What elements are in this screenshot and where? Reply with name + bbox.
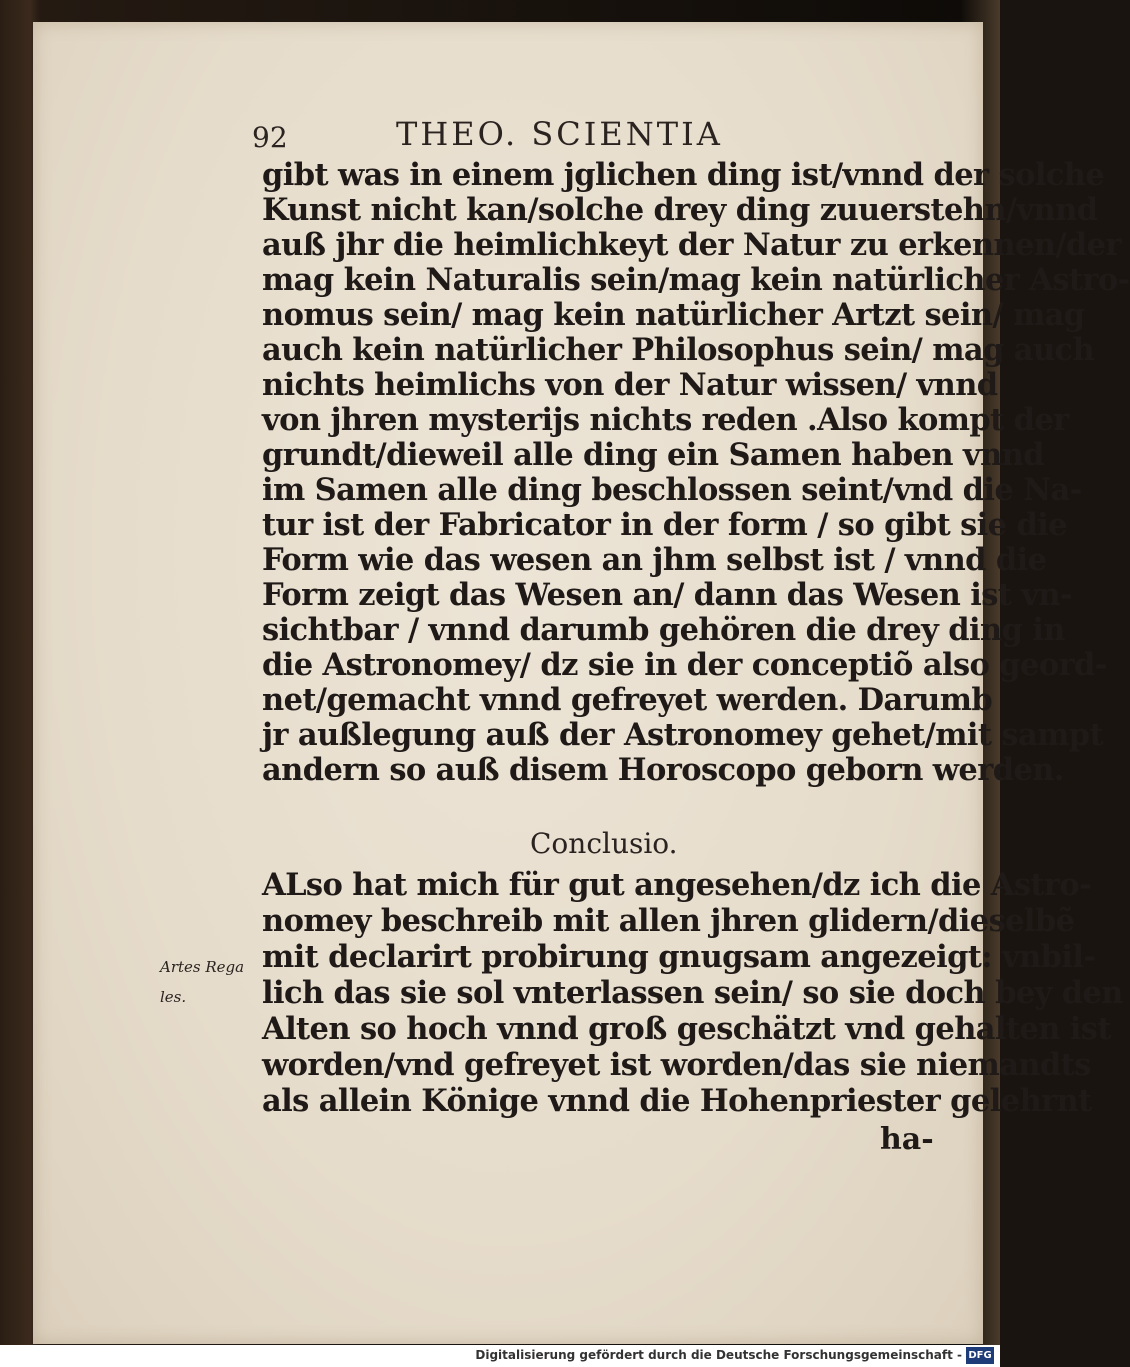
text-line: grundt/dieweil alle ding ein Samen haben vnnd bbox=[262, 437, 1044, 473]
text-line: worden/vnd gefreyet ist worden/das sie niemandts bbox=[262, 1047, 1091, 1083]
text-line: auß jhr die heimlichkeyt der Natur zu erkennen/der bbox=[262, 227, 1121, 263]
marginal-note-line2: les. bbox=[160, 988, 187, 1006]
running-head: THEO. SCIENTIA bbox=[396, 115, 723, 153]
section-heading: Conclusio. bbox=[530, 827, 678, 860]
text-line: andern so auß disem Horoscopo geborn werden. bbox=[262, 752, 1064, 788]
text-line: als allein Könige vnnd die Hohenpriester gelehrnt bbox=[262, 1083, 1092, 1119]
page-header bbox=[252, 115, 792, 159]
text-line: Kunst nicht kan/solche drey ding zuuerstehn/vnnd bbox=[262, 192, 1098, 228]
text-line: Form zeigt das Wesen an/ dann das Wesen ist vn- bbox=[262, 577, 1073, 613]
dfg-logo-icon: DFG bbox=[966, 1347, 994, 1364]
text-line: jr außlegung auß der Astronomey gehet/mit sampt bbox=[262, 717, 1103, 753]
marginal-note-line1: Artes Rega bbox=[160, 958, 245, 976]
text-line: lich das sie sol vnterlassen sein/ so sie doch bey den bbox=[262, 975, 1123, 1011]
text-line: nomus sein/ mag kein natürlicher Artzt sein/ mag bbox=[262, 297, 1085, 333]
page-number: 92 bbox=[252, 121, 288, 154]
text-line: ALso hat mich für gut angesehen/dz ich die Astro- bbox=[262, 867, 1092, 903]
text-line: im Samen alle ding beschlossen seint/vnd die Na- bbox=[262, 472, 1082, 508]
catchword: ha- bbox=[880, 1122, 934, 1157]
text-line: nichts heimlichs von der Natur wissen/ vnnd bbox=[262, 367, 998, 403]
text-line: auch kein natürlicher Philosophus sein/ mag auch bbox=[262, 332, 1095, 368]
text-line: sichtbar / vnnd darumb gehören die drey ding in bbox=[262, 612, 1065, 648]
text-line: gibt was in einem jglichen ding ist/vnnd der solche bbox=[262, 157, 1105, 193]
text-line: Form wie das wesen an jhm selbst ist / vnnd die bbox=[262, 542, 1047, 578]
text-line: nomey beschreib mit allen jhren glidern/dieselbẽ bbox=[262, 903, 1075, 939]
text-line: mit declarirt probirung gnugsam angezeigt: vnbil- bbox=[262, 939, 1096, 975]
text-line: net/gemacht vnnd gefreyet werden. Darumb bbox=[262, 682, 993, 718]
footer-credit: Digitalisierung gefördert durch die Deutsche Forschungsgemeinschaft - bbox=[475, 1348, 962, 1362]
text-line: mag kein Naturalis sein/mag kein natürlicher Astro- bbox=[262, 262, 1130, 298]
text-line: Alten so hoch vnnd groß geschätzt vnd gehalten ist bbox=[262, 1011, 1111, 1047]
footer-bar bbox=[0, 1345, 1000, 1367]
text-line: von jhren mysterijs nichts reden .Also kompt der bbox=[262, 402, 1069, 438]
text-line: tur ist der Fabricator in der form / so gibt sie die bbox=[262, 507, 1067, 543]
text-line: die Astronomey/ dz sie in der conceptiõ also geord- bbox=[262, 647, 1107, 683]
